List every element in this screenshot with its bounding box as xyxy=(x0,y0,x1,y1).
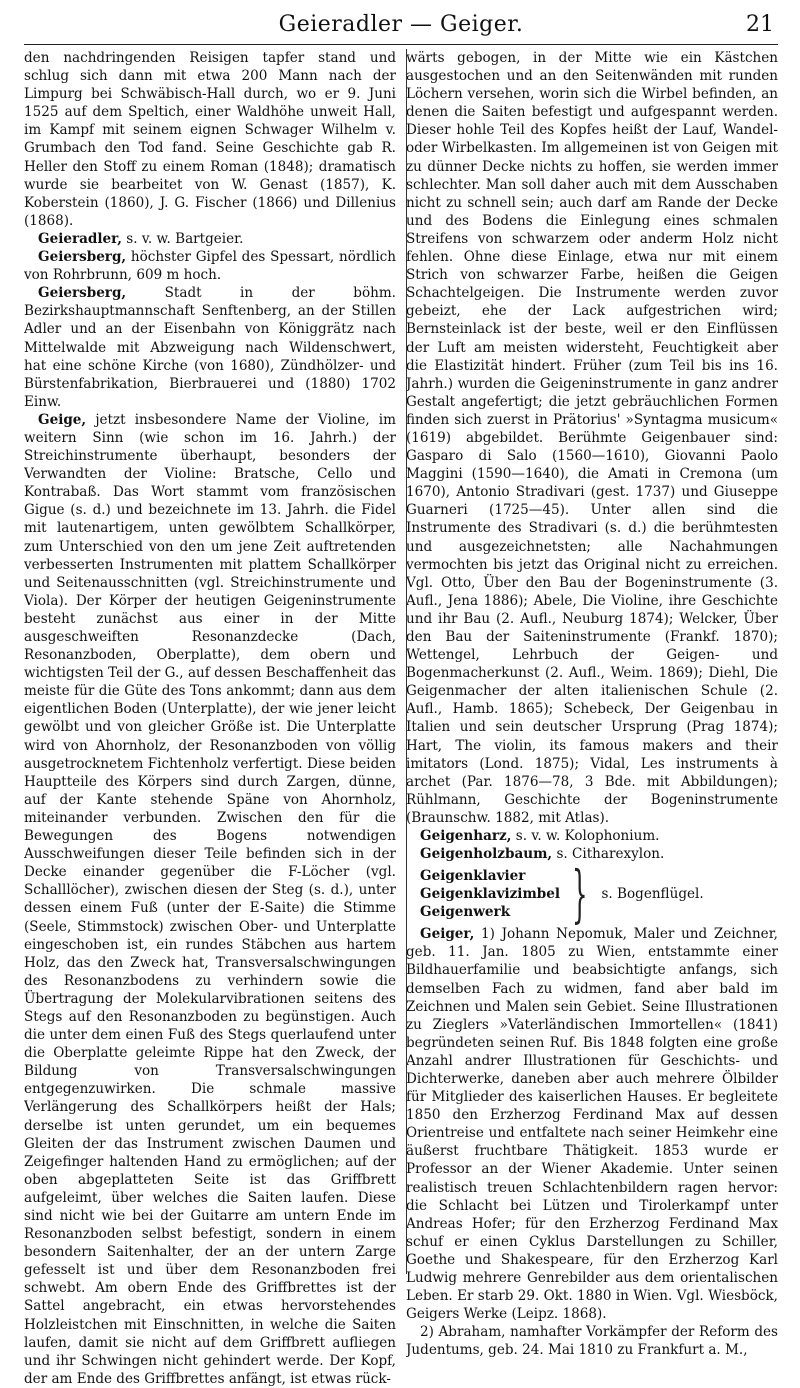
entry-text: jetzt insbesondere Name der Violine, im weitern Sinn (wie schon im 16. Jahrh.) der Streichinstrumente überhaupt, besonders der Verwandten der Violine: Bratsche, Cello und Kontrabaß. Das Wort stammt vom französischen Gigue (s. d.) und bezeichnete im 13. Jahrh. die Fidel mit lautenartigem, unten gewölbtem Schallkörper, zum Unterschied von den um jene Zeit auftretenden verbesserten Instrumenten mit plattem Schallkörper und Seitenausschnitten (vgl. Streichinstrumente und Viola). Der Körper der heutigen Geigeninstrumente besteht zunächst aus einer in der Mitte ausgeschweiften Resonanzdecke (Dach, Resonanzboden, Oberplatte), dem obern und wichtigsten Teil der G., auf dessen Beschaffenheit das meiste für die Güte des Tons ankommt; dann aus dem eigentlichen Boden (Unterplatte), der wie jener leicht gewölbt und von gleicher Größe ist. Die Unterplatte wird von Ahornholz, der Resonanzboden von völlig ausgetrocknetem Fichtenholz verfertigt. Diese beiden Hauptteile des Körpers sind durch Zargen, dünne, auf der Kante stehende Späne von Ahornholz, miteinander verbunden. Zwischen den für die Bewegungen des Bogens notwendigen Ausschweifungen dieser Teile befinden sich in der Decke einander gegenüber die F-Löcher (vgl. Schalllöcher), zwischen diesen der Steg (s. d.), unter dessen einem Fuß (unter der E-Saite) die Stimme (Seele, Stimmstock) zwischen Ober- und Unterplatte eingeschoben ist, ein rundes Stäbchen aus hartem Holz, das den Zweck hat, Transversalschwingungen des Resonanzbodens zu verhindern sowie die Übertragung der Molekularvibrationen seitens des Stegs auf den Resonanzboden zu begünstigen. Auch die unter dem einen Fuß des Stegs querlaufend unter die Oberplatte geleimte Rippe hat den Zweck, der Bildung von Transversalschwingungen entgegenzuwirken. Die schmale massive Verlängerung des Schallkörpers heißt der Hals; derselbe ist unten gerundet, um ein bequemes Gleiten der das Instrument zwischen Daumen und Zeigefinger haltenden Hand zu ermöglichen; auf der oben abgeplatteten Seite ist das Griffbrett aufgeleimt, über welches die Saiten laufen. Diese sind nicht wie bei der Guitarre am untern Ende im Resonanzboden selbst befestigt, sondern in einem besondern Saitenhalter, der an der untern Zarge gefesselt ist und über dem Resonanzboden frei schwebt. Am obern Ende des Griffbrettes ist der Sattel angebracht, ein etwas hervorstehendes Holzleistchen mit Einschnitten, in welche die Saiten laufen, damit sie nicht auf dem Griffbrett aufliegen und ihr Schwingen nicht gehindert werde. Der Kopf, der am Ende des Griffbrettes anfängt, ist etwas rück- xyxy=(24,411,396,1387)
entry-paragraph: den nachdringenden Reisigen tapfer stand und schlug sich dann mit etwa 200 Mann nach der Limpurg bei Schwäbisch-Hall durch, wo er 9. Juni 1525 auf dem Speltich, einer Waldhöhe unweit Hall, im Kampf mit seinem eignen Schwager Wilhelm v. Grumbach den Tod fand. Seine Geschichte gab R. Heller den Stoff zu einem Roman (1848); dramatisch wurde sie bearbeitet von W. Genast (1857), K. Koberstein (1860), J. G. Fischer (1866) und Dillenius (1868). xyxy=(24,50,396,229)
text-columns xyxy=(24,49,778,1388)
entry-text: 1) Johann Nepomuk, Maler und Zeichner, geb. 11. Jan. 1805 zu Wien, entstammte einer Bildhauerfamilie und beabsichtigte anfangs, sich demselben Fach zu widmen, fand aber bald im Zeichnen und Malen sein Gebiet. Seine Illustrationen zu Zieglers »Vaterländischen Immortellen« (1841) begründeten seinen Ruf. Bis 1848 folgten eine große Anzahl andrer Illustrationen für Geschichts- und Dichterwerke, daneben aber auch mehrere Ölbilder für Mitglieder des kaiserlichen Hauses. Er begleitete 1850 den Erzherzog Ferdinand Max auf dessen Orientreise und entfaltete nach seiner Heimkehr eine äußerst fruchtbare Thätigkeit. 1853 wurde er Professor an der Wiener Akademie. Unter seinen realistisch treuen Schlachtenbildern ragen hervor: die Schlacht bei Lützen und Tirolerkampf unter Andreas Hofer; für den Erzherzog Ferdinand Max schuf er einen Cyklus Darstellungen zu Schiller, Goethe und Shakespeare, für den Erzherzog Karl Ludwig mehrere Genrebilder aus dem orientalischen Leben. Er starb 29. Okt. 1880 in Wien. Vgl. Wiesböck, Geigers Werke (Leipz. 1868). xyxy=(406,926,778,1323)
headword: Geiersberg, xyxy=(38,285,127,302)
column-divider xyxy=(406,49,407,1274)
headword: Geigenharz, xyxy=(420,828,512,845)
entry-text: s. v. w. Bartgeier. xyxy=(121,230,244,247)
cross-reference: s. Bogenflügel. xyxy=(601,886,704,903)
entry-text: Stadt in der böhm. Bezirkshauptmannschaft Senftenberg, an der Stillen Adler und an der Eisenbahn von Königgrätz nach Mittelwalde mit Abzweigung nach Wildenschwert, hat eine schöne Kirche (von 1680), Zündhölzer- und Bürstenfabrikation, Bierbrauerei und (1880) 1702 Einw. xyxy=(24,285,396,410)
page-header xyxy=(24,6,778,45)
entry-geigenholzbaum xyxy=(406,845,778,863)
headword: Geieradler, xyxy=(38,230,122,247)
brace-group xyxy=(420,857,778,931)
headword: Geigenklavier xyxy=(420,868,526,885)
entry-geige xyxy=(24,411,396,1388)
entry-continuation: wärts gebogen, in der Mitte wie ein Kästchen ausgestochen und an den Seitenwänden mit runden Löchern versehen, worin sich die Wirbel befinden, an denen die Saiten befestigt und aufgespannt werden. Dieser hohle Teil des Kopfes heißt der Lauf, Wandel- oder Wirbelkasten. Im allgemeinen ist von Geigen mit zu dünner Decke nichts zu hoffen, sie werden immer schlechter. Man soll daher auch mit dem Ausschaben nicht zu schnell sein; auch darf am Rande der Decke und des Bodens die Einlegung eines schmalen Streifens von schwarzem oder anderm Holz nicht fehlen. Ohne diese Einlage, etwa nur mit einem Strich von schwarzer Farbe, heißen die Geigen Schachtelgeigen. Die Instrumente werden zuvor gebeizt, ehe der Lack aufgestrichen wird; Bernsteinlack ist der beste, weil er den Einflüssen der Luft am meisten widersteht, Feuchtigkeit aber die Elastizität hindert. Früher (zum Teil bis ins 16. Jahrh.) wurden die Geigeninstrumente in ganz andrer Gestalt angefertigt; die jetzt gebräuchlichen Formen finden sich zuerst in Prätorius' »Syntagma musicum« (1619) abgebildet. Berühmte Geigenbauer sind: Gasparo di Salo (1560—1610), Giovanni Paolo Maggini (1590—1640), die Amati in Cremona (um 1670), Antonio Stradivari (gest. 1737) und Giuseppe Guarneri (1725—45). Unter allen sind die Instrumente des Stradivari (s. d.) die berühmtesten und ausgezeichnetsten; alle Nachahmungen vermochten bis jetzt das Original nicht zu erreichen. Vgl. Otto, Über den Bau der Bogeninstrumente (3. Aufl., Jena 1886); Abele, Die Violine, ihre Geschichte und ihr Bau (2. Aufl., Neuburg 1874); Welcker, Über den Bau der Saiteninstrumente (Frankf. 1870); Wettengel, Lehrbuch der Geigen- und Bogenmacherkunst (2. Aufl., Weim. 1869); Diehl, Die Geigenmacher der alten italienischen Schule (2. Aufl., Hamb. 1865); Schebeck, Der Geigenbau in Italien und sein deutscher Ursprung (Prag 1874); Hart, The violin, its famous makers and their imitators (Lond. 1875); Vidal, Les instruments à archet (Par. 1876—78, 3 Bde. mit Abbildungen); Rühlmann, Geschichte der Bogeninstrumente (Braunschw. 1882, mit Atlas). xyxy=(406,50,778,826)
headword: Geigenklavizimbel xyxy=(420,886,561,903)
running-title: Geieradler — Geiger. xyxy=(278,12,524,37)
entry-geigenharz xyxy=(406,827,778,845)
entry-geiersberg-stadt xyxy=(24,284,396,411)
entry-geieradler xyxy=(24,230,396,248)
entry-text: 2) Abraham, namhafter Vorkämpfer der Reform des Judentums, geb. 24. Mai 1810 zu Frankfurt a. M., xyxy=(406,1324,778,1359)
entry-geiger-2 xyxy=(406,1323,778,1359)
entry-text: s. Citharexylon. xyxy=(552,846,665,863)
left-column xyxy=(24,49,396,1388)
entry-geiger-1 xyxy=(406,925,778,1323)
headword: Geige, xyxy=(38,411,87,428)
entry-text: höchster Gipfel des Spessart, nördlich von Rohrbrunn, 609 m hoch. xyxy=(24,249,396,284)
headword: Geiger, xyxy=(420,926,475,943)
entry-geiersberg-gipfel xyxy=(24,248,396,284)
page-number: 21 xyxy=(746,12,774,37)
entry-text: s. v. w. Kolophonium. xyxy=(511,828,660,845)
curly-brace-icon: } xyxy=(571,857,588,931)
brace-items xyxy=(420,867,560,921)
headword: Geiersberg, xyxy=(38,249,127,266)
headword: Geigenwerk xyxy=(420,904,511,921)
right-column xyxy=(406,49,778,1388)
headword: Geigenholzbaum, xyxy=(420,846,553,863)
